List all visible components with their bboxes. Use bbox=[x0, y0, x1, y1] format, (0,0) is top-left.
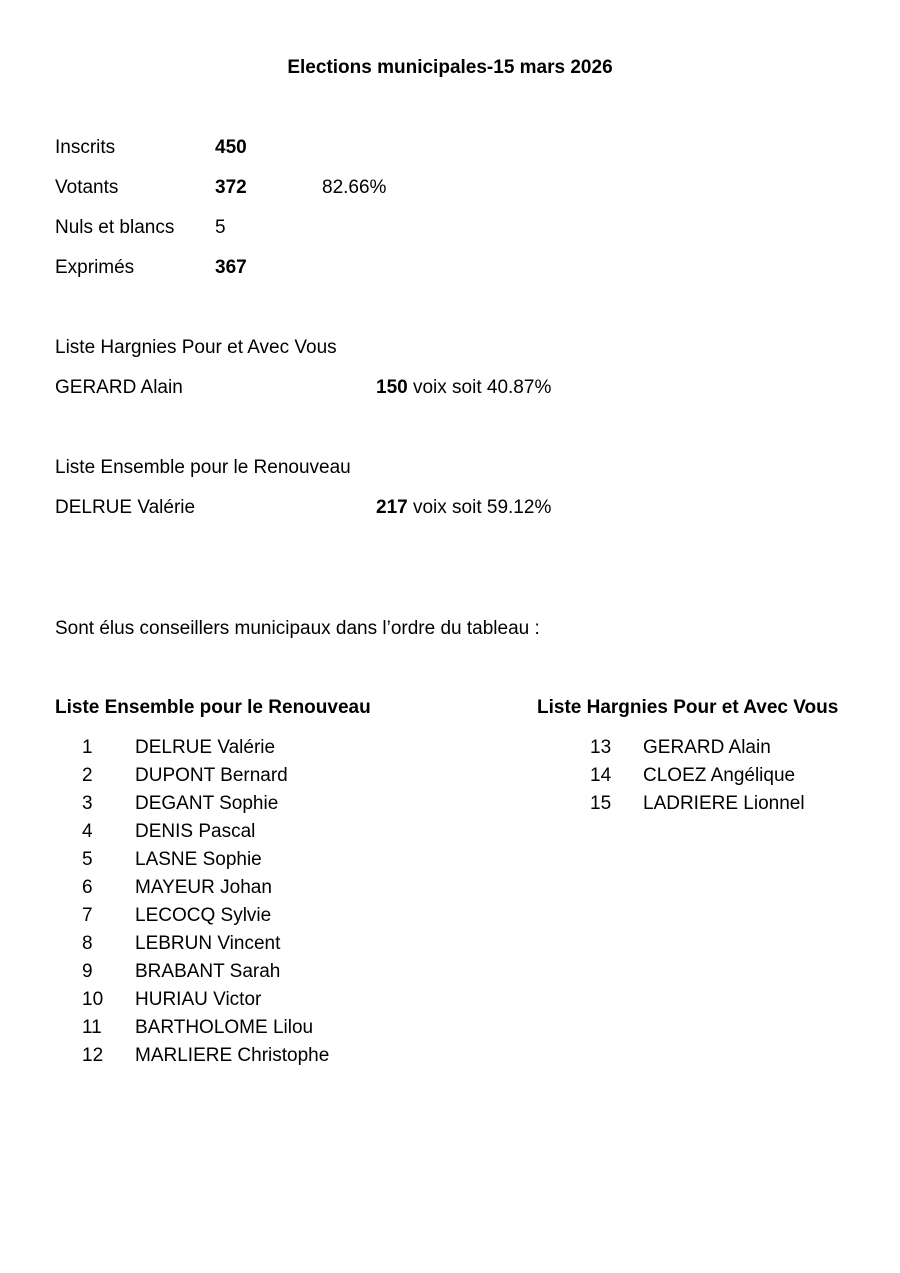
exprimes-value: 367 bbox=[215, 257, 247, 278]
elected-left-heading: Liste Ensemble pour le Renouveau bbox=[55, 697, 371, 718]
inscrits-label: Inscrits bbox=[55, 137, 116, 158]
result-votes-suffix: voix soit 59.12% bbox=[407, 497, 552, 518]
page-title: Elections municipales-15 mars 2026 bbox=[287, 57, 613, 78]
votants-label: Votants bbox=[55, 177, 119, 198]
member-number: 8 bbox=[82, 933, 93, 954]
votants-percent: 82.66% bbox=[322, 177, 387, 198]
result-list-name: Liste Ensemble pour le Renouveau bbox=[55, 457, 351, 478]
member-number: 4 bbox=[82, 821, 93, 842]
member-number: 9 bbox=[82, 961, 93, 982]
member-name: BRABANT Sarah bbox=[135, 961, 281, 982]
nuls-value: 5 bbox=[215, 217, 226, 238]
member-name: DELRUE Valérie bbox=[135, 737, 276, 758]
member-name: MARLIERE Christophe bbox=[135, 1045, 330, 1066]
member-number: 7 bbox=[82, 905, 93, 926]
member-name: DEGANT Sophie bbox=[135, 793, 279, 814]
member-name: DUPONT Bernard bbox=[135, 765, 288, 786]
result-votes-line bbox=[376, 376, 551, 400]
result-votes: 150 bbox=[376, 377, 408, 398]
result-votes-line bbox=[376, 496, 551, 520]
result-votes: 217 bbox=[376, 497, 408, 518]
result-candidate: GERARD Alain bbox=[55, 377, 183, 398]
result-candidate: DELRUE Valérie bbox=[55, 497, 196, 518]
inscrits-value: 450 bbox=[215, 137, 247, 158]
exprimes-label: Exprimés bbox=[55, 257, 135, 278]
result-list-name: Liste Hargnies Pour et Avec Vous bbox=[55, 337, 337, 358]
elected-intro: Sont élus conseillers municipaux dans l’ordre du tableau : bbox=[55, 618, 540, 639]
member-name: DENIS Pascal bbox=[135, 821, 256, 842]
member-name: LASNE Sophie bbox=[135, 849, 262, 870]
member-number: 11 bbox=[82, 1017, 102, 1038]
member-number: 15 bbox=[590, 793, 612, 814]
member-number: 2 bbox=[82, 765, 93, 786]
member-number: 3 bbox=[82, 793, 93, 814]
elected-right-heading: Liste Hargnies Pour et Avec Vous bbox=[537, 697, 839, 718]
member-name: HURIAU Victor bbox=[135, 989, 262, 1010]
member-number: 14 bbox=[590, 765, 612, 786]
member-number: 6 bbox=[82, 877, 93, 898]
member-name: LADRIERE Lionnel bbox=[643, 793, 805, 814]
member-number: 1 bbox=[82, 737, 93, 758]
member-number: 5 bbox=[82, 849, 93, 870]
member-number: 10 bbox=[82, 989, 104, 1010]
member-name: GERARD Alain bbox=[643, 737, 771, 758]
member-name: CLOEZ Angélique bbox=[643, 765, 796, 786]
result-votes-suffix: voix soit 40.87% bbox=[407, 377, 552, 398]
member-name: MAYEUR Johan bbox=[135, 877, 272, 898]
member-number: 13 bbox=[590, 737, 612, 758]
member-name: LECOCQ Sylvie bbox=[135, 905, 272, 926]
member-name: LEBRUN Vincent bbox=[135, 933, 281, 954]
member-number: 12 bbox=[82, 1045, 104, 1066]
member-name: BARTHOLOME Lilou bbox=[135, 1017, 314, 1038]
nuls-label: Nuls et blancs bbox=[55, 217, 175, 238]
votants-value: 372 bbox=[215, 177, 247, 198]
